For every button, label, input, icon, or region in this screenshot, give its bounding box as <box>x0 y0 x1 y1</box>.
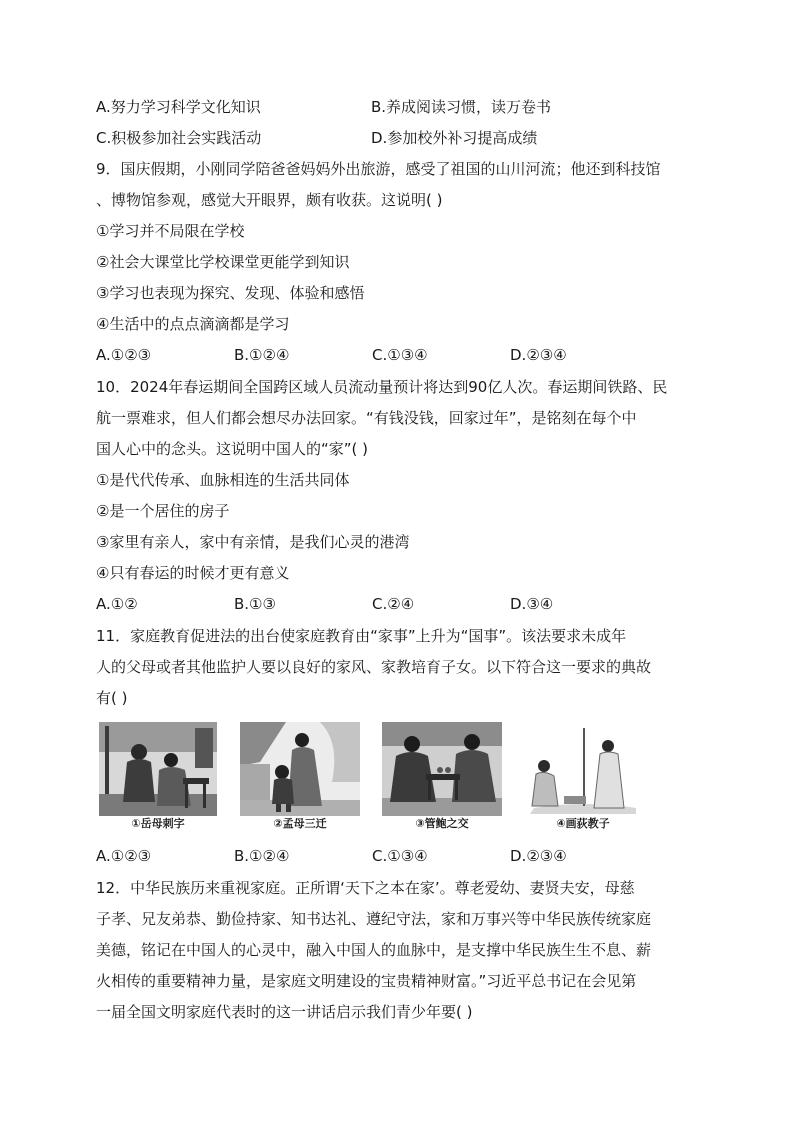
q12-stem-line-2: 子孝、兄友弟恭、勤俭持家、知书达礼、遵纪守法，家和万事兴等中华民族传统家庭 <box>96 910 652 928</box>
q11-option-d: D.②③④ <box>510 847 567 865</box>
q10-option-a: A.①② <box>96 595 138 613</box>
q12-stem-line-1: 12．中华民族历来重视家庭。正所谓‘天下之本在家’。尊老爱幼、妻贤夫安，母慈 <box>96 879 635 897</box>
picture-caption-1: ①岳母刺字 <box>131 817 185 830</box>
q10-stem-line-3: 国人心中的念头。这说明中国人的“家”( ) <box>96 440 369 458</box>
q9-option-b: B.①②④ <box>234 346 290 364</box>
q12-stem-line-4: 火相传的重要精神力量，是家庭文明建设的宝贵精神财富。”习近平总书记在会见第 <box>96 972 637 990</box>
q11-stem-line-2: 人的父母或者其他监护人要以良好的家风、家教培育子女。以下符合这一要求的典故 <box>96 658 652 676</box>
q9-option-a: A.①②③ <box>96 346 152 364</box>
q10-option-c: C.②④ <box>372 595 415 613</box>
q10-option-d: D.③④ <box>510 595 554 613</box>
q10-statement-2: ②是一个居住的房子 <box>96 502 230 520</box>
q9-statement-4: ④生活中的点点滴滴都是学习 <box>96 315 290 333</box>
q9-stem-line-2: 、博物馆参观，感觉大开眼界，颇有收获。这说明( ) <box>96 191 443 209</box>
q9-option-d: D.②③④ <box>510 346 567 364</box>
q9-stem-line-1: 9．国庆假期，小刚同学陪爸爸妈妈外出旅游，感受了祖国的山川河流；他还到科技馆 <box>96 160 661 178</box>
guan-bao-friendship-illustration <box>382 722 502 816</box>
q10-option-b: B.①③ <box>234 595 276 613</box>
meng-mother-moves-illustration <box>240 722 360 816</box>
q10-statement-4: ④只有春运的时候才更有意义 <box>96 564 290 582</box>
q11-option-a: A.①②③ <box>96 847 152 865</box>
picture-caption-2: ②孟母三迁 <box>273 817 327 830</box>
q8-option-d: D.参加校外补习提高成绩 <box>371 129 538 147</box>
picture-caption-3: ③管鲍之交 <box>415 817 469 830</box>
q8-option-a: A.努力学习科学文化知识 <box>96 98 261 116</box>
yue-mother-tattoo-illustration <box>99 722 217 816</box>
q8-option-b: B.养成阅读习惯，读万卷书 <box>371 98 552 116</box>
q9-statement-3: ③学习也表现为探究、发现、体验和感悟 <box>96 284 365 302</box>
q9-option-c: C.①③④ <box>372 346 428 364</box>
q9-statement-2: ②社会大课堂比学校课堂更能学到知识 <box>96 253 350 271</box>
q10-stem-line-1: 10．2024年春运期间全国跨区域人员流动量预计将达到90亿人次。春运期间铁路、民 <box>96 378 668 396</box>
q11-stem-line-3: 有( ) <box>96 689 128 707</box>
q11-option-b: B.①②④ <box>234 847 290 865</box>
q11-stem-line-1: 11．家庭教育促进法的出台使家庭教育由“家事”上升为“国事”。该法要求未成年 <box>96 627 627 645</box>
q12-stem-line-5: 一届全国文明家庭代表时的这一讲话启示我们青少年要( ) <box>96 1003 473 1021</box>
q10-statement-1: ①是代代传承、血脉相连的生活共同体 <box>96 471 350 489</box>
q10-stem-line-2: 航一票难求，但人们都会想尽办法回家。“有钱没钱，回家过年”，是铭刻在每个中 <box>96 409 637 427</box>
q11-option-c: C.①③④ <box>372 847 428 865</box>
reed-teaching-illustration <box>524 722 642 816</box>
picture-caption-4: ④画荻教子 <box>556 817 610 830</box>
q12-stem-line-3: 美德，铭记在中国人的心灵中，融入中国人的血脉中，是支撑中华民族生生不息、薪 <box>96 941 652 959</box>
q9-statement-1: ①学习并不局限在学校 <box>96 222 245 240</box>
q8-option-c: C.积极参加社会实践活动 <box>96 129 262 147</box>
q10-statement-3: ③家里有亲人，家中有亲情，是我们心灵的港湾 <box>96 533 410 551</box>
